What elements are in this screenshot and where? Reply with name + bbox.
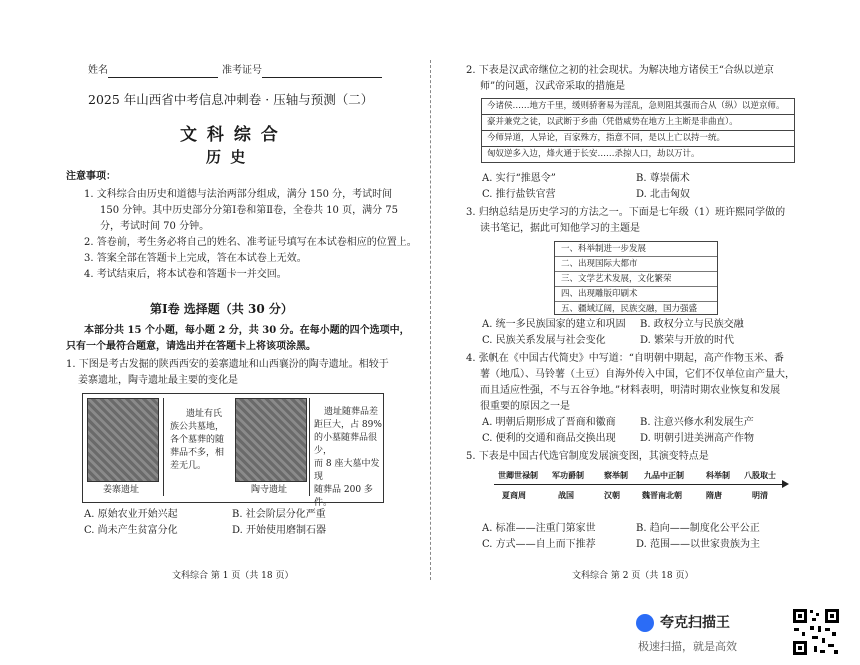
taosi-caption: 陶寺遗址 xyxy=(251,485,288,495)
sub-subject-title: 历 史 xyxy=(206,148,248,166)
timeline-top-label: 九品中正制 xyxy=(644,470,684,480)
q2-stem: 师”的问题，汉武帝采取的措施是 xyxy=(480,81,626,92)
jiangzhai-site-photo xyxy=(87,398,159,482)
q4-stem: 而且适应性强，不与五谷争地。”材料表明，明清时期农业恢复和发展 xyxy=(480,385,781,396)
note-line: 四、出现雕版印刷术 xyxy=(555,287,717,302)
taosi-description: 遗址随葬品差 距巨大，占 89% 的小墓随葬品很少， 而 8 座大墓中发现 随葬品 200 多件。 xyxy=(309,398,382,496)
q3-option-b: B. 政权分立与民族交融 xyxy=(640,319,744,330)
timeline-top-label: 察举制 xyxy=(604,470,628,480)
q4-option-b: B. 注意兴修水利发展生产 xyxy=(640,417,754,428)
table-row xyxy=(482,147,795,163)
timeline-bottom-label: 夏商周 xyxy=(502,490,526,500)
jiangzhai-description: 遗址有氏 族公共墓地， 各个墓葬的随 葬品不多，相 差无几。 xyxy=(163,398,234,496)
page-divider xyxy=(430,60,431,580)
notice-line: 4. 考试结束后，将本试卷和答题卡一并交回。 xyxy=(84,269,287,280)
q4-stem: 很重要的原因之一是 xyxy=(480,401,570,412)
q3-reading-notes xyxy=(554,241,718,315)
notice-line: 2. 答卷前，考生务必将自己的姓名、准考证号填写在本试卷相应的位置上。 xyxy=(84,237,417,248)
section-intro: 只有一个最符合题意，请选出并在答题卡上将该项涂黑。 xyxy=(66,341,316,352)
table-row xyxy=(482,131,795,147)
timeline-bottom-label: 战国 xyxy=(558,490,574,500)
q1-option-c: C. 尚未产生贫富分化 xyxy=(84,525,178,536)
q2-option-a: A. 实行“推恩令” xyxy=(482,173,556,184)
q5-timeline xyxy=(494,470,794,506)
q1-site-comparison xyxy=(82,393,384,508)
q3-option-c: C. 民族关系发展与社会变化 xyxy=(482,335,606,346)
q2-option-c: C. 推行盐铁官营 xyxy=(482,189,556,200)
q4-option-a: A. 明朝后期形成了晋商和徽商 xyxy=(482,417,616,428)
table-cell: 今师异道，人异论，百家殊方，指意不同，是以上亡以持一统。 xyxy=(482,131,795,147)
q5-option-c: C. 方式——自上而下推荐 xyxy=(482,539,596,550)
quark-logo-icon xyxy=(636,614,654,632)
section-intro: 本部分共 15 个小题，每小题 2 分，共 30 分。在每小题的四个选项中， xyxy=(84,325,410,336)
note-line: 五、疆域辽阔，民族交融，国力强盛 xyxy=(561,304,698,314)
name-field-label: 姓名 xyxy=(88,64,218,78)
q4-option-d: D. 明朝引进美洲高产作物 xyxy=(640,433,755,444)
watermark-brand: 夸克扫描王 xyxy=(660,615,730,631)
section-title: 第Ⅰ卷 选择题（共 30 分） xyxy=(150,302,293,316)
q2-table xyxy=(481,98,795,163)
exam-number-field-label: 准考证号 xyxy=(222,64,382,78)
notice-line: 分，考试时间 70 分钟。 xyxy=(100,221,210,232)
q1-option-b: B. 社会阶层分化严重 xyxy=(232,509,326,520)
q1-option-a: A. 原始农业开始兴起 xyxy=(84,509,178,520)
table-cell: 豪并兼党之徒，以武断于乡曲（凭借威势在地方上主断是非曲直）。 xyxy=(482,115,795,131)
timeline-top-label: 八股取士 xyxy=(744,470,776,480)
notice-line: 3. 答案全部在答题卡上完成，答在本试卷上无效。 xyxy=(84,253,307,264)
qr-code-icon xyxy=(792,608,840,656)
timeline-bottom-label: 明清 xyxy=(752,490,768,500)
q5-stem: 5. 下表是中国古代选官制度发展演变图，其演变特点是 xyxy=(466,451,709,462)
q4-stem: 4. 张帆在《中国古代简史》中写道：“自明朝中期起，高产作物玉米、番 xyxy=(466,353,784,364)
q5-option-b: B. 趋向——制度化公平公正 xyxy=(636,523,760,534)
note-line: 一、科举制进一步发展 xyxy=(555,242,717,257)
q1-option-d: D. 开始使用磨制石器 xyxy=(232,525,327,536)
q2-option-d: D. 北击匈奴 xyxy=(636,189,691,200)
timeline-top-label: 科举制 xyxy=(706,470,730,480)
q5-option-a: A. 标准——注重门第家世 xyxy=(482,523,596,534)
q3-stem: 读书笔记，据此可知他学习的主题是 xyxy=(480,223,640,234)
note-line: 三、文学艺术发展，文化繁荣 xyxy=(555,272,717,287)
watermark-slogan: 极速扫描，就是高效 xyxy=(638,640,737,653)
table-cell: 今诸侯……地方千里，缓则骄奢易为淫乱，急则阻其强而合从（纵）以逆京师。 xyxy=(482,99,795,115)
scanner-watermark xyxy=(634,608,844,660)
notice-line: 1. 文科综合由历史和道德与法治两部分组成，满分 150 分，考试时间 xyxy=(84,189,393,200)
q4-stem: 薯（地瓜）、马铃薯（土豆）自海外传入中国，它们不仅单位亩产量大， xyxy=(480,369,795,380)
timeline-arrow-icon xyxy=(782,480,789,488)
q3-option-a: A. 统一多民族国家的建立和巩固 xyxy=(482,319,626,330)
q4-option-c: C. 便利的交通和商品交换出现 xyxy=(482,433,616,444)
timeline-top-label: 世卿世禄制 xyxy=(498,470,538,480)
page-footer-right: 文科综合 第 2 页（共 18 页） xyxy=(572,571,694,581)
jiangzhai-caption: 姜寨遗址 xyxy=(103,485,140,495)
q3-stem: 3. 归纳总结是历史学习的方法之一。下面是七年级（1）班许熙同学做的 xyxy=(466,207,786,218)
taosi-site-photo xyxy=(235,398,307,482)
q5-option-d: D. 范围——以世家贵族为主 xyxy=(636,539,761,550)
timeline-bottom-label: 隋唐 xyxy=(706,490,722,500)
timeline-top-label: 军功爵制 xyxy=(552,470,584,480)
table-row xyxy=(482,99,795,115)
timeline-bottom-label: 汉朝 xyxy=(604,490,620,500)
page-footer-left: 文科综合 第 1 页（共 18 页） xyxy=(172,571,294,581)
notice-line: 150 分钟。其中历史部分分第Ⅰ卷和第Ⅱ卷，全卷共 10 页，满分 75 xyxy=(100,205,398,216)
note-line: 二、出现国际大都市 xyxy=(555,257,717,272)
q2-stem: 2. 下表是汉武帝继位之初的社会现状。为解决地方诸侯王“合纵以逆京 xyxy=(466,65,774,76)
subject-title: 文 科 综 合 xyxy=(180,125,280,145)
exam-title: 2025 年山西省中考信息冲刺卷 · 压轴与预测（二） xyxy=(88,92,374,107)
q1-stem: 姜寨遗址，陶寺遗址最主要的变化是 xyxy=(78,375,238,386)
table-row xyxy=(482,115,795,131)
table-cell: 匈奴逆多入边，烽火通于长安……杀掠人口，劫以万计。 xyxy=(482,147,795,163)
q1-stem: 1. 下图是考古发掘的陕西西安的姜寨遗址和山西襄汾的陶寺遗址。相较于 xyxy=(66,359,389,370)
notice-title: 注意事项： xyxy=(66,171,116,182)
q2-option-b: B. 尊崇儒术 xyxy=(636,173,690,184)
q3-option-d: D. 繁荣与开放的时代 xyxy=(640,335,735,346)
timeline-bottom-label: 魏晋南北朝 xyxy=(642,490,682,500)
timeline-axis xyxy=(494,484,784,485)
